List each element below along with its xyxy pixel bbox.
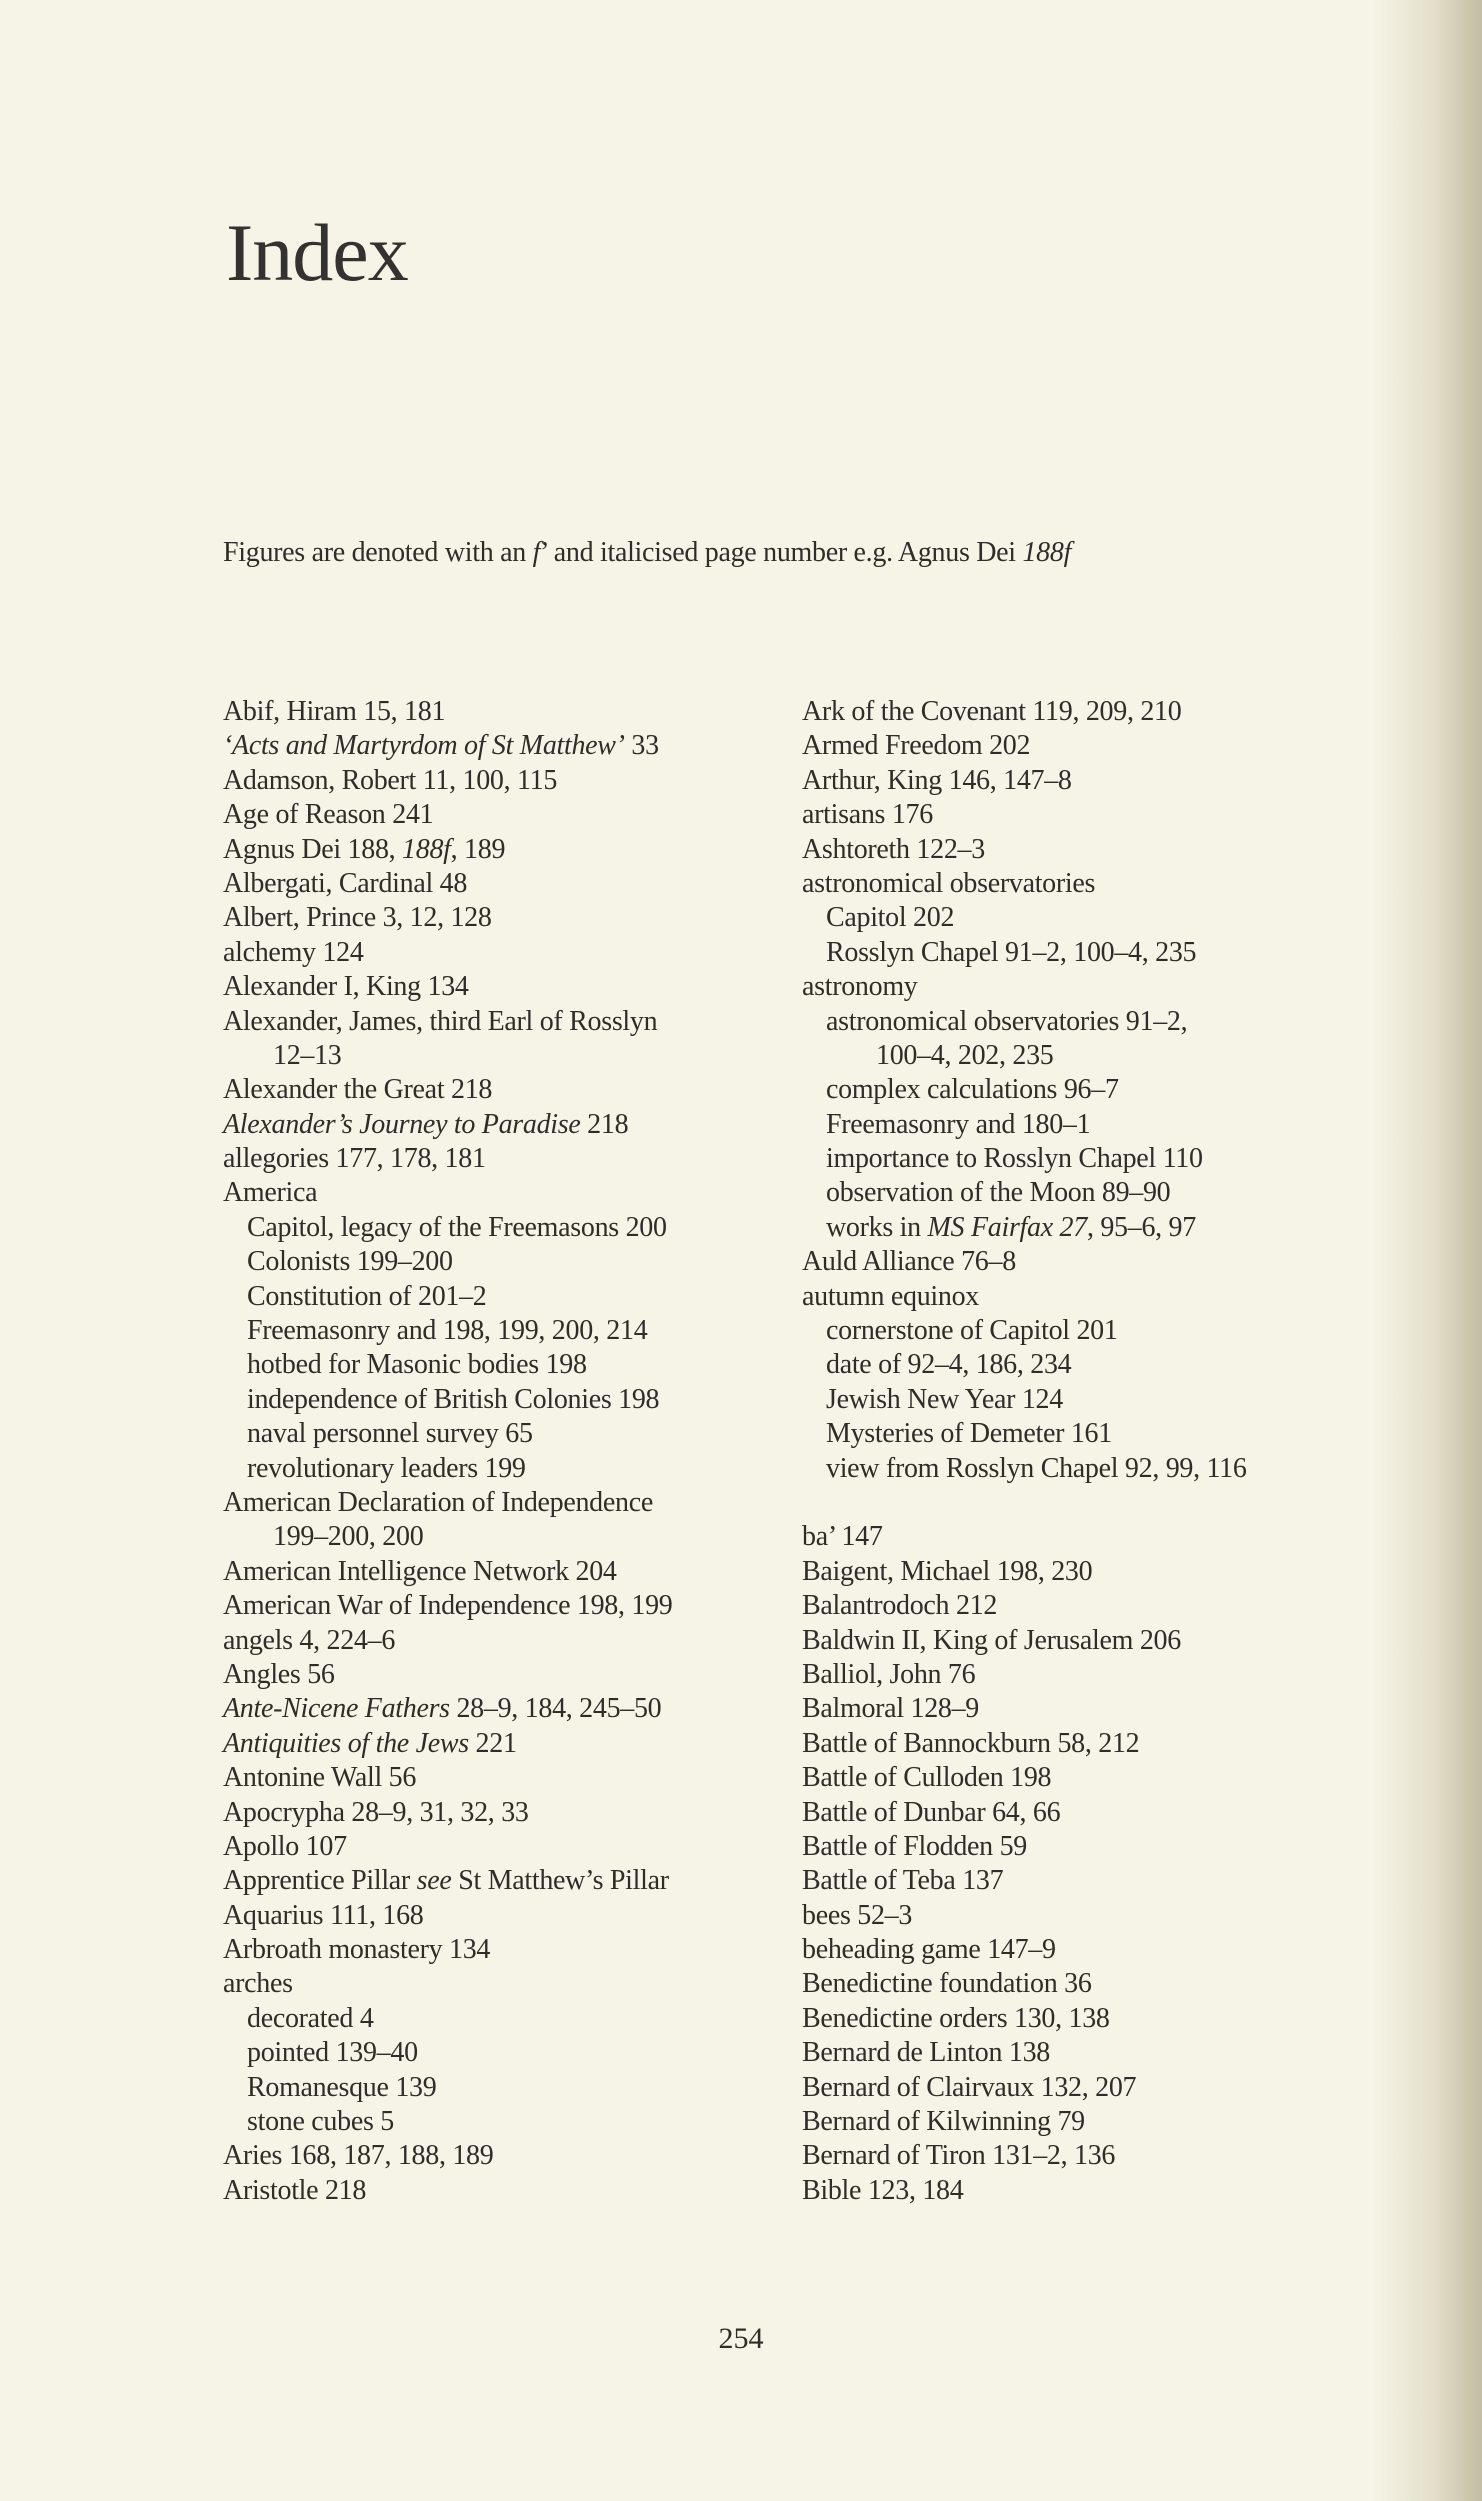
index-entry-italic-text: ‘Acts and Martyrdom of St Matthew’: [223, 730, 625, 762]
index-entry-text: Romanesque 139: [247, 2071, 437, 2103]
index-entry-text: works in: [826, 1211, 928, 1243]
index-subentry: [223, 1452, 823, 1486]
index-entry-text: Arthur, King 146, 147–8: [802, 764, 1072, 796]
index-subentry: [802, 1073, 1402, 1107]
index-entry-text: American Declaration of Independence: [223, 1486, 653, 1518]
index-entry-text: Bible 123, 184: [802, 2174, 964, 2206]
index-entry-continuation: [223, 1520, 823, 1554]
index-entry: [223, 1486, 823, 1520]
index-entry-text: Agnus Dei 188,: [223, 833, 403, 865]
index-entry-text: autumn equinox: [802, 1280, 979, 1312]
index-entry-text: St Matthew’s Pillar: [451, 1865, 669, 1897]
index-entry-text: revolutionary leaders 199: [247, 1452, 526, 1484]
index-entry-text: [1053, 1212, 1060, 1243]
index-entry: [802, 1245, 1402, 1279]
index-entry-text: 12–13: [273, 1039, 342, 1071]
index-subentry: [223, 1211, 823, 1245]
index-entry-text: Aries 168, 187, 188, 189: [223, 2140, 494, 2172]
index-entry-text: Bernard of Kilwinning 79: [802, 2106, 1085, 2138]
index-entry-text: Battle of Bannockburn 58, 212: [802, 1727, 1140, 1759]
index-entry: [223, 1073, 823, 1107]
index-entry: [223, 833, 823, 867]
index-entry-text: Constitution of 201–2: [247, 1280, 487, 1312]
page-number: 254: [718, 2322, 764, 2355]
page-title: Index: [226, 207, 408, 298]
index-entry-text: Bernard de Linton 138: [802, 2037, 1050, 2069]
index-entry-text: Mysteries of Demeter 161: [826, 1418, 1112, 1450]
index-entry: [802, 1761, 1402, 1795]
index-entry: [223, 2174, 823, 2208]
index-entry: [802, 1933, 1402, 1967]
index-entry-text: importance to Rosslyn Chapel 110: [826, 1143, 1203, 1175]
index-entry-text: cornerstone of Capitol 201: [826, 1315, 1118, 1347]
index-subentry: [802, 1005, 1402, 1039]
index-entry: [802, 2139, 1402, 2173]
index-entry: [223, 936, 823, 970]
index-entry: [223, 695, 823, 729]
index-entry: [802, 2036, 1402, 2070]
index-subentry: [223, 1314, 823, 1348]
index-intro-note: [223, 536, 1071, 570]
index-entry-text: , 95–6, 97: [1086, 1211, 1196, 1243]
index-entry-text: Battle of Teba 137: [802, 1865, 1004, 1897]
intro-text-segment: 188f: [1022, 537, 1072, 568]
index-entry-text: Auld Alliance 76–8: [802, 1246, 1016, 1278]
index-entry: [223, 764, 823, 798]
index-entry: [802, 2002, 1402, 2036]
index-entry: [802, 2071, 1402, 2105]
index-entry: [802, 867, 1402, 901]
index-entry-text: date of 92–4, 186, 234: [826, 1349, 1072, 1381]
index-entry-text: artisans 176: [802, 799, 933, 831]
index-entry-continuation: [223, 1039, 823, 1073]
index-subentry: [223, 1245, 823, 1279]
index-entry: [223, 1108, 823, 1142]
index-entry-text: decorated 4: [247, 2002, 374, 2034]
index-entry: [802, 1520, 1402, 1554]
index-entry-continuation: [802, 1039, 1402, 1073]
index-entry-text: Capitol, legacy of the Freemasons 200: [247, 1211, 667, 1243]
index-entry-text: Antonine Wall 56: [223, 1762, 417, 1794]
index-entry: [802, 2174, 1402, 2208]
index-entry: [802, 1486, 1402, 1520]
index-entry: [802, 1624, 1402, 1658]
index-entry-text: Battle of Flodden 59: [802, 1830, 1027, 1862]
index-entry-text: Apocrypha 28–9, 31, 32, 33: [223, 1796, 529, 1828]
index-entry-text: angels 4, 224–6: [223, 1624, 396, 1656]
index-entry: [223, 1864, 823, 1898]
index-entry-text: 218: [580, 1108, 629, 1140]
index-entry: [223, 2139, 823, 2173]
index-entry: [223, 1589, 823, 1623]
intro-text-segment: f: [532, 537, 541, 568]
index-entry-text: astronomical observatories: [802, 867, 1096, 899]
index-entry-text: astronomy: [802, 971, 918, 1003]
index-entry-text: Age of Reason 241: [223, 799, 434, 831]
index-entry: [802, 1280, 1402, 1314]
index-subentry: [802, 1383, 1402, 1417]
index-entry-text: alchemy 124: [223, 936, 364, 968]
index-entry-text: 28–9, 184, 245–50: [449, 1693, 662, 1725]
index-entry-text: Freemasonry and 198, 199, 200, 214: [247, 1315, 648, 1347]
index-entry-text: Alexander, James, third Earl of Rosslyn: [223, 1005, 658, 1037]
index-entry: [802, 729, 1402, 763]
index-subentry: [802, 1176, 1402, 1210]
index-entry: [802, 1830, 1402, 1864]
index-entry: [223, 798, 823, 832]
index-entry-text: Bernard of Clairvaux 132, 207: [802, 2071, 1137, 2103]
index-entry: [223, 729, 823, 763]
index-column-left: [223, 695, 823, 2208]
index-entry-text: Alexander I, King 134: [223, 971, 469, 1003]
index-subentry: [223, 2071, 823, 2105]
intro-text-segment: ’ and italicised page number e.g. Agnus Dei: [540, 537, 1023, 568]
index-subentry: [802, 1314, 1402, 1348]
index-entry: [223, 1142, 823, 1176]
index-entry: [223, 1658, 823, 1692]
index-subentry: [802, 1417, 1402, 1451]
index-entry-text: Rosslyn Chapel 91–2, 100–4, 235: [826, 936, 1197, 968]
index-entry-text: Baigent, Michael 198, 230: [802, 1555, 1093, 1587]
index-entry-text: 199–200, 200: [273, 1521, 424, 1553]
index-entry-text: Apollo 107: [223, 1830, 347, 1862]
index-subentry: [802, 1142, 1402, 1176]
index-entry-italic-text: Antiquities of the Jews: [223, 1727, 469, 1759]
index-entry-text: Abif, Hiram 15, 181: [223, 696, 446, 727]
index-subentry: [802, 936, 1402, 970]
index-subentry: [802, 1108, 1402, 1142]
index-entry-text: Angles 56: [223, 1658, 335, 1690]
index-subentry: [223, 2002, 823, 2036]
index-entry-text: 33: [624, 730, 659, 762]
index-subentry: [223, 1417, 823, 1451]
index-entry-text: Battle of Dunbar 64, 66: [802, 1796, 1061, 1828]
index-entry: [802, 1796, 1402, 1830]
index-entry-text: Bernard of Tiron 131–2, 136: [802, 2140, 1116, 2172]
index-entry-italic-text: see: [416, 1865, 452, 1897]
index-entry: [802, 695, 1402, 729]
index-entry-text: 100–4, 202, 235: [876, 1039, 1054, 1071]
index-entry-text: Albergati, Cardinal 48: [223, 867, 468, 899]
index-entry-text: American Intelligence Network 204: [223, 1555, 617, 1587]
index-entry: [802, 970, 1402, 1004]
index-entry: [802, 1589, 1402, 1623]
index-entry-text: Albert, Prince 3, 12, 128: [223, 902, 492, 934]
index-entry-text: America: [223, 1177, 318, 1209]
index-entry-text: complex calculations 96–7: [826, 1074, 1119, 1106]
index-subentry: [223, 1383, 823, 1417]
index-entry-italic-text: Ante-Nicene Fathers: [223, 1693, 450, 1725]
index-entry: [802, 1555, 1402, 1589]
index-entry: [223, 867, 823, 901]
index-entry: [802, 1967, 1402, 2001]
index-entry-text: naval personnel survey 65: [247, 1418, 533, 1450]
index-entry-italic-text: 188f: [402, 833, 451, 865]
index-entry-text: Arbroath monastery 134: [223, 1934, 491, 1966]
index-entry: [802, 1864, 1402, 1898]
index-entry-text: Benedictine orders 130, 138: [802, 2002, 1110, 2034]
index-entry-text: Freemasonry and 180–1: [826, 1108, 1091, 1140]
index-entry: [223, 1555, 823, 1589]
index-entry: [802, 1658, 1402, 1692]
index-column-right: [802, 695, 1402, 2208]
index-entry-text: arches: [223, 1968, 293, 2000]
index-entry-text: Ashtoreth 122–3: [802, 833, 985, 865]
index-entry: [802, 798, 1402, 832]
index-entry: [802, 1899, 1402, 1933]
index-entry-text: Capitol 202: [826, 902, 955, 934]
index-entry-text: 221: [468, 1727, 517, 1759]
index-entry-text: Aristotle 218: [223, 2174, 367, 2206]
index-entry-text: view from Rosslyn Chapel 92, 99, 116: [826, 1452, 1247, 1484]
index-entry: [223, 1796, 823, 1830]
index-entry-text: Apprentice Pillar: [223, 1865, 417, 1897]
index-entry-text: Alexander the Great 218: [223, 1074, 493, 1106]
index-entry: [223, 1727, 823, 1761]
index-entry-text: American War of Independence 198, 199: [223, 1590, 673, 1622]
index-entry: [223, 1967, 823, 2001]
index-entry: [223, 1830, 823, 1864]
intro-text-segment: Figures are denoted with an: [223, 537, 533, 568]
index-entry-text: hotbed for Masonic bodies 198: [247, 1349, 587, 1381]
index-entry-italic-text: Alexander’s Journey to Paradise: [223, 1108, 581, 1140]
index-entry: [223, 1624, 823, 1658]
index-entry-text: Balmoral 128–9: [802, 1693, 979, 1725]
index-entry-text: Baldwin II, King of Jerusalem 206: [802, 1624, 1181, 1656]
index-entry: [223, 1176, 823, 1210]
index-entry: [223, 1933, 823, 1967]
index-subentry: [802, 1211, 1402, 1245]
index-entry-text: beheading game 147–9: [802, 1934, 1056, 1966]
index-entry-text: Balantrodoch 212: [802, 1590, 998, 1622]
index-entry: [802, 1692, 1402, 1726]
index-entry-text: Jewish New Year 124: [826, 1383, 1063, 1415]
index-entry: [223, 1899, 823, 1933]
index-entry-text: observation of the Moon 89–90: [826, 1177, 1171, 1209]
index-entry-text: stone cubes 5: [247, 2106, 394, 2138]
index-subentry: [223, 1348, 823, 1382]
index-entry-text: Ark of the Covenant 119, 209, 210: [802, 696, 1182, 727]
index-entry-text: Armed Freedom 202: [802, 730, 1031, 762]
index-entry-text: allegories 177, 178, 181: [223, 1143, 486, 1175]
index-entry: [802, 833, 1402, 867]
index-entry: [802, 764, 1402, 798]
index-entry-italic-text: 27: [1059, 1211, 1087, 1243]
index-entry-text: independence of British Colonies 198: [247, 1383, 660, 1415]
index-entry-text: astronomical observatories 91–2,: [826, 1005, 1188, 1037]
index-subentry: [802, 1452, 1402, 1486]
index-subentry: [802, 901, 1402, 935]
index-entry-italic-text: MS Fairfax: [927, 1211, 1053, 1243]
index-entry-text: bees 52–3: [802, 1899, 913, 1931]
index-subentry: [223, 1280, 823, 1314]
index-entry-text: Colonists 199–200: [247, 1246, 453, 1278]
index-entry-text: Balliol, John 76: [802, 1658, 976, 1690]
index-subentry: [802, 1348, 1402, 1382]
index-subentry: [223, 2036, 823, 2070]
index-entry: [223, 970, 823, 1004]
index-entry-text: Aquarius 111, 168: [223, 1899, 424, 1931]
index-entry: [223, 1692, 823, 1726]
index-entry-text: , 189: [450, 833, 506, 865]
index-entry-text: Benedictine foundation 36: [802, 1968, 1092, 2000]
index-entry: [802, 1727, 1402, 1761]
index-entry-text: pointed 139–40: [247, 2037, 418, 2069]
index-entry-text: ba’ 147: [802, 1521, 883, 1553]
index-entry: [223, 901, 823, 935]
index-entry: [223, 1005, 823, 1039]
index-entry-text: Adamson, Robert 11, 100, 115: [223, 764, 558, 796]
index-entry: [802, 2105, 1402, 2139]
index-subentry: [223, 2105, 823, 2139]
index-entry: [223, 1761, 823, 1795]
index-entry-text: Battle of Culloden 198: [802, 1762, 1052, 1794]
